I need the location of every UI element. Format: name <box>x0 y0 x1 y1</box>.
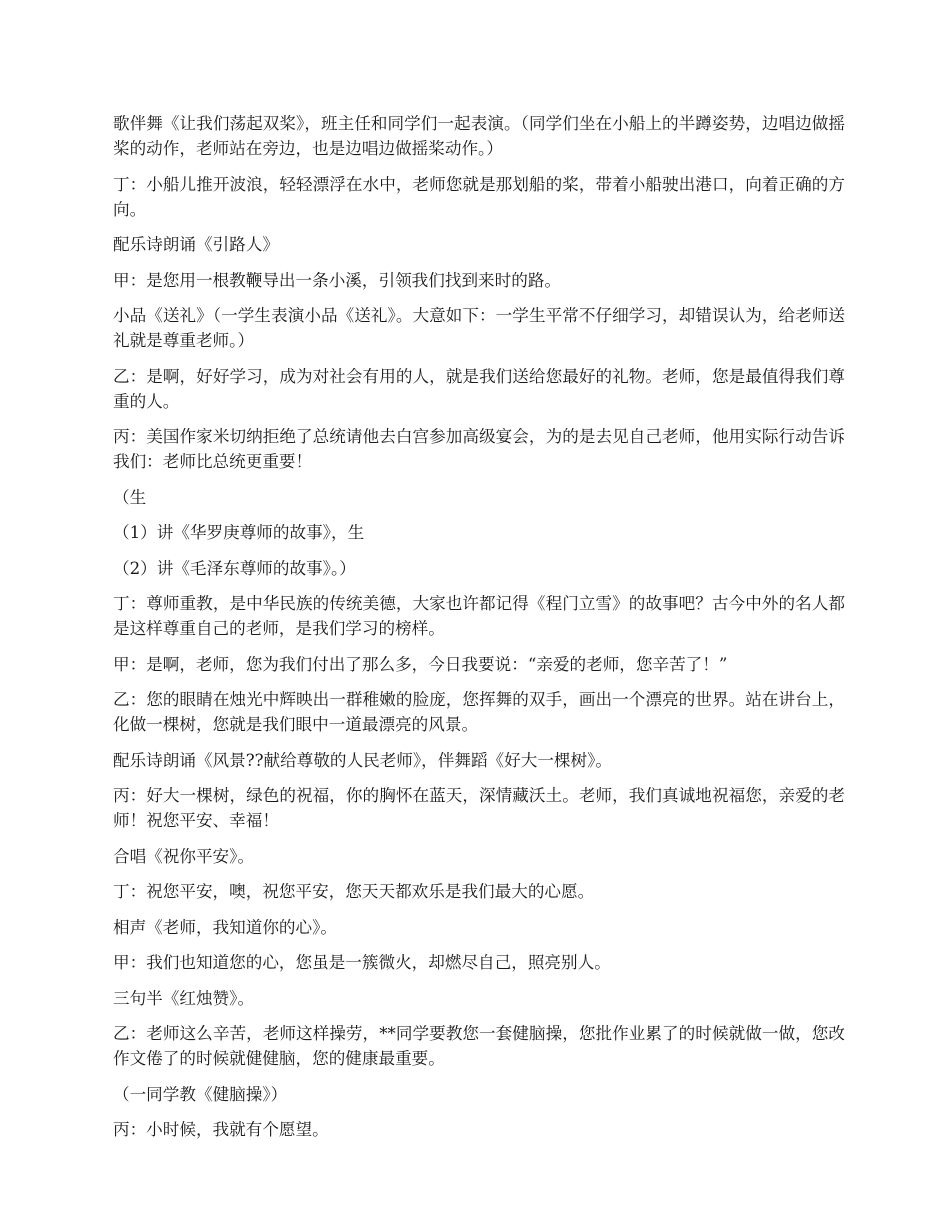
paragraph-poem-guide: 配乐诗朗诵《引路人》 <box>113 235 279 254</box>
paragraph-skit-gift: 小品《送礼》（一学生表演小品《送礼》。大意如下：一学生平常不仔细学习，却错误认为，给老师送礼就是尊重老师。） <box>113 306 845 350</box>
paragraph-story-mao: （2）讲《毛泽东尊师的故事》。） <box>113 558 356 578</box>
paragraph-ding-boat: 丁：小船儿推开波浪，轻轻漂浮在水中，老师您就是那划船的桨，带着小船驶出港口，向着正确的方向。 <box>113 174 845 219</box>
paragraph-ding-respect: 丁：尊师重教，是中华民族的传统美德，大家也许都记得《程门立雪》的故事吧？古今中外的名人都是这样尊重自己的老师，是我们学习的榜样。 <box>113 594 845 638</box>
paragraph-jia-heart: 甲：我们也知道您的心，您虽是一簇微火，却燃尽自己，照亮别人。 <box>113 953 611 972</box>
paragraph-poem-scenery: 配乐诗朗诵《风景??献给尊敬的人民老师》，伴舞蹈《好大一棵树》。 <box>113 750 613 770</box>
paragraph-jia-whip: 甲：是您用一根教鞭导出一条小溪，引领我们找到来时的路。 <box>113 270 562 290</box>
paragraph-ding-peace: 丁：祝您平安，噢，祝您平安，您天天都欢乐是我们最大的心愿。 <box>113 882 595 901</box>
paragraph-yi-eyes: 乙：您的眼睛在烛光中辉映出一群稚嫩的脸庞，您挥舞的双手，画出一个漂亮的世界。站在讲台上，化做一棵树，您就是我们眼中一道最漂亮的风景。 <box>113 690 845 734</box>
paragraph-song-dance: 歌伴舞《让我们荡起双桨》，班主任和同学们一起表演。（同学们坐在小船上的半蹲姿势，边唱边做摇桨的动作，老师站在旁边，也是边唱边做摇桨动作。） <box>113 114 845 158</box>
paragraph-sanjuban: 三句半《红烛赞》。 <box>113 988 255 1008</box>
document-body <box>113 111 845 1153</box>
paragraph-exercise-note: （一同学教《健脑操》） <box>113 1084 288 1104</box>
paragraph-bing-wish: 丙：小时候，我就有个愿望。 <box>113 1120 329 1139</box>
paragraph-jia-thanks: 甲：是啊，老师，您为我们付出了那么多，今日我要说：“亲爱的老师，您辛苦了！” <box>113 654 728 674</box>
paragraph-yi-study: 乙：是啊，好好学习，成为对社会有用的人，就是我们送给您最好的礼物。老师，您是最值得我们尊重的人。 <box>113 366 845 411</box>
paragraph-crosstalk: 相声《老师，我知道你的心》。 <box>113 917 338 937</box>
paragraph-chorus: 合唱《祝你平安》。 <box>113 846 255 866</box>
paragraph-bing-tree: 丙：好大一棵树，绿色的祝福，你的胸怀在蓝天，深情藏沃土。老师，我们真诚地祝福您，亲爱的老师！祝您平安、幸福！ <box>113 786 845 830</box>
paragraph-yi-exercise: 乙：老师这么辛苦，老师这样操劳，**同学要教您一套健脑操，您批作业累了的时候就做一做，您改作文倦了的时候就健健脑，您的健康最重要。 <box>113 1024 845 1068</box>
paragraph-student-note: （生 <box>113 487 147 507</box>
paragraph-story-hua: （1）讲《华罗庚尊师的故事》，生 <box>113 523 365 542</box>
paragraph-bing-michener: 丙：美国作家米切纳拒绝了总统请他去白宫参加高级宴会，为的是去见自己老师，他用实际行动告诉我们：老师比总统更重要！ <box>113 427 845 471</box>
